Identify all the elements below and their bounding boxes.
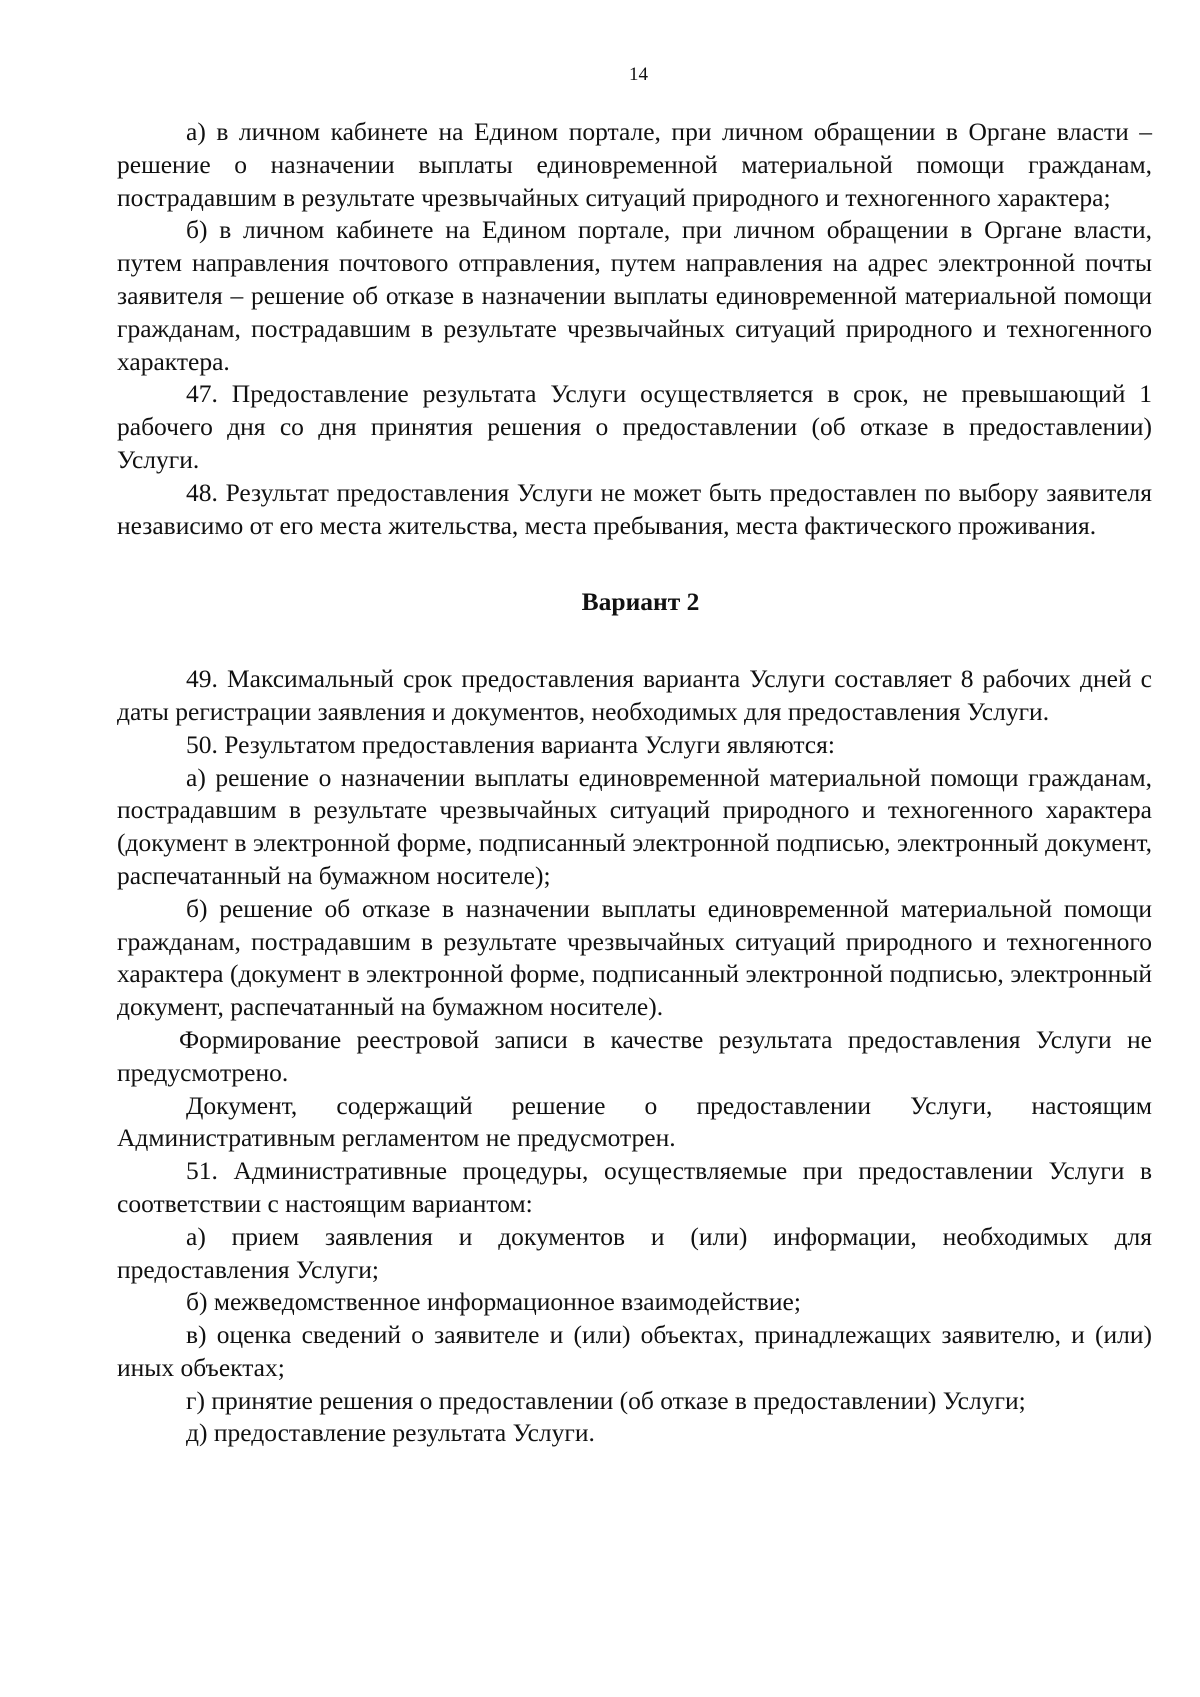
paragraph-51g: г) принятие решения о предоставлении (об отказе в предоставлении) Услуги; xyxy=(186,1385,1026,1415)
section-heading: Вариант 2 xyxy=(581,587,700,617)
paragraph-50a: а) решение о назначении выплаты единовременной материальной помощи гражданам, пострадавшим в результате чрезвычайных ситуаций природного и техногенного характера (документ в электронной форме, подписанный электронной подписью, электронный документ, распечатанный на бумажном носителе); xyxy=(117,762,1152,890)
paragraph-51b: б) межведомственное информационное взаимодействие; xyxy=(186,1287,801,1317)
paragraph-50: 50. Результатом предоставления варианта Услуги являются: xyxy=(186,729,835,759)
paragraph-document-decision: Документ, содержащий решение о предоставлении Услуги, настоящим Административным регламентом не предусмотрен. xyxy=(117,1090,1152,1153)
paragraph-51: 51. Административные процедуры, осуществляемые при предоставлении Услуги в соответствии с настоящим вариантом: xyxy=(117,1156,1152,1218)
paragraph-46a: а) в личном кабинете на Едином портале, при личном обращении в Органе власти – решение о назначении выплаты единовременной материальной помощи гражданам, пострадавшим в результате чрезвычайных ситуаций природного и техногенного характера; xyxy=(117,117,1152,212)
paragraph-46b: б) в личном кабинете на Едином портале, при личном обращении в Органе власти, путем направления почтового отправления, путем направления на адрес электронной почты заявителя – решение об отказе в назначении выплаты единовременной материальной помощи гражданам, пострадавшим в результате чрезвычайных ситуаций природного и техногенного характера. xyxy=(117,215,1152,376)
paragraph-47: 47. Предоставление результата Услуги осуществляется в срок, не превышающий 1 рабочего дня со дня принятия решения о предоставлении (об отказе в предоставлении) Услуги. xyxy=(117,379,1152,474)
paragraph-51v: в) оценка сведений о заявителе и (или) объектах, принадлежащих заявителю, и (или) иных объектах; xyxy=(117,1320,1152,1382)
page-number: 14 xyxy=(629,64,648,85)
paragraph-registry-record: Формирование реестровой записи в качестве результата предоставления Услуги не предусмотрено. xyxy=(117,1024,1152,1087)
paragraph-51d: д) предоставление результата Услуги. xyxy=(186,1418,595,1448)
paragraph-49: 49. Максимальный срок предоставления варианта Услуги составляет 8 рабочих дней с даты регистрации заявления и документов, необходимых для предоставления Услуги. xyxy=(117,664,1152,726)
paragraph-51a: а) прием заявления и документов и (или) информации, необходимых для предоставления Услуги; xyxy=(117,1221,1152,1284)
paragraph-48: 48. Результат предоставления Услуги не может быть предоставлен по выбору заявителя независимо от его места жительства, места пребывания, места фактического проживания. xyxy=(117,477,1152,540)
paragraph-50b: б) решение об отказе в назначении выплаты единовременной материальной помощи гражданам, пострадавшим в результате чрезвычайных ситуаций природного и техногенного характера (документ в электронной форме, подписанный электронной подписью, электронный документ, распечатанный на бумажном носителе). xyxy=(117,893,1152,1022)
document-page xyxy=(117,64,1152,1450)
